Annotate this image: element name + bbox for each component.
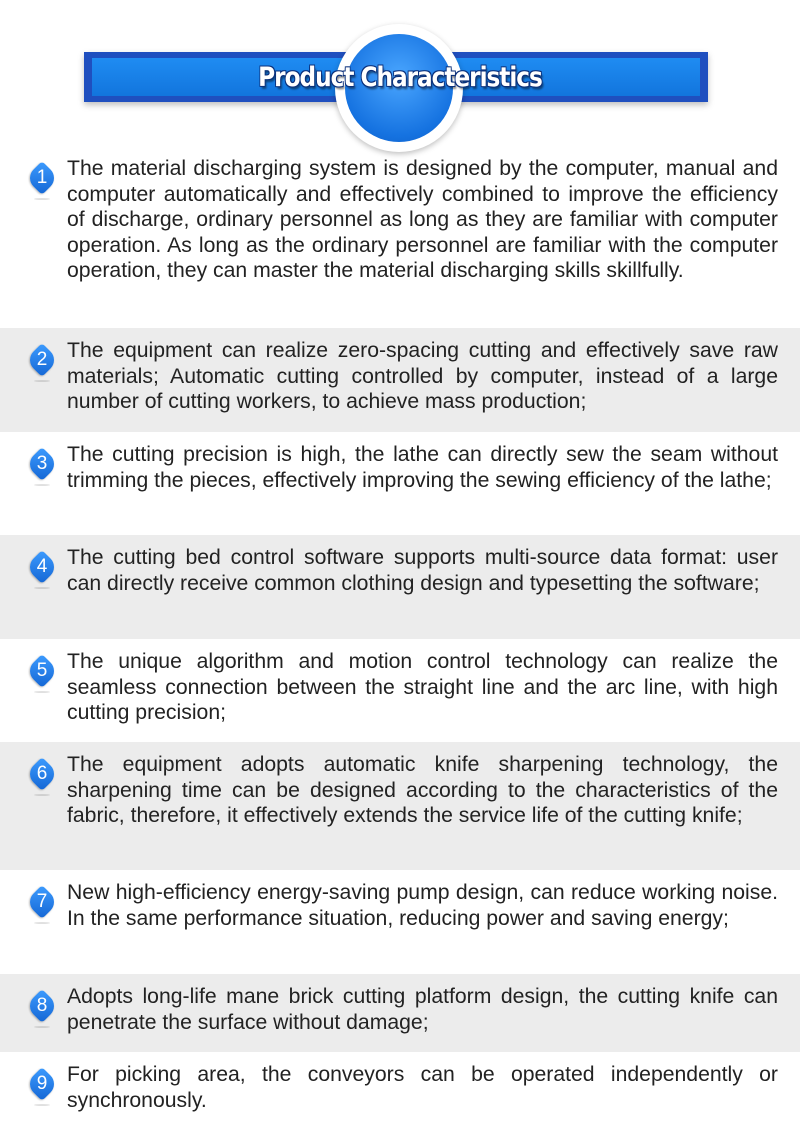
item-text: The equipment adopts automatic knife sharpening technology, the sharpening time can be designed according to the characteristics of the fabric, therefore, it effectively extends the service life of the cutting knife; xyxy=(67,753,778,828)
number-badge-icon xyxy=(28,164,56,192)
item-number: 9 xyxy=(36,1073,48,1094)
page-title: Product Characteristics xyxy=(258,62,542,93)
item-text: Adopts long-life mane brick cutting platform design, the cutting knife can penetrate the surface without damage; xyxy=(67,985,778,1034)
list-item xyxy=(0,1052,800,1136)
number-badge-icon xyxy=(28,450,56,478)
item-text: New high-efficiency energy-saving pump design, can reduce working noise. In the same performance situation, reducing power and saving energy; xyxy=(67,881,778,930)
number-badge-icon xyxy=(28,888,56,916)
item-number: 8 xyxy=(36,995,48,1016)
header xyxy=(0,0,800,140)
item-number: 3 xyxy=(36,453,48,474)
list-item xyxy=(0,974,800,1052)
item-number: 2 xyxy=(36,349,48,370)
list-item xyxy=(0,432,800,535)
item-text: The unique algorithm and motion control technology can realize the seamless connection between the straight line and the arc line, with high cutting precision; xyxy=(67,650,778,725)
item-number: 6 xyxy=(36,763,48,784)
number-badge-icon xyxy=(28,1070,56,1098)
item-text: The cutting precision is high, the lathe can directly sew the seam without trimming the pieces, effectively improving the sewing efficiency of the lathe; xyxy=(67,443,778,492)
list-item xyxy=(0,535,800,639)
item-number: 7 xyxy=(36,891,48,912)
item-text: For picking area, the conveyors can be operated independently or synchronously. xyxy=(67,1063,778,1112)
list-item xyxy=(0,146,800,328)
item-number: 1 xyxy=(36,167,48,188)
item-number: 5 xyxy=(36,660,48,681)
characteristics-list xyxy=(0,146,800,1136)
list-item xyxy=(0,870,800,974)
list-item xyxy=(0,639,800,742)
number-badge-icon xyxy=(28,346,56,374)
item-text: The equipment can realize zero-spacing cutting and effectively save raw materials; Automatic cutting controlled by computer, instead of a large number of cutting workers, to achieve mass production; xyxy=(67,339,778,414)
number-badge-icon xyxy=(28,760,56,788)
item-number: 4 xyxy=(36,556,48,577)
number-badge-icon xyxy=(28,553,56,581)
number-badge-icon xyxy=(28,992,56,1020)
item-text: The cutting bed control software supports multi-source data format: user can directly receive common clothing design and typesetting the software; xyxy=(67,546,778,595)
list-item xyxy=(0,328,800,432)
item-text: The material discharging system is designed by the computer, manual and computer automatically and effectively combined to improve the efficiency of discharge, ordinary personnel as long as they are familiar with computer operation. As long as the ordinary personnel are familiar with the computer operation, they can master the material discharging skills skillfully. xyxy=(67,157,778,283)
list-item xyxy=(0,742,800,870)
number-badge-icon xyxy=(28,657,56,685)
